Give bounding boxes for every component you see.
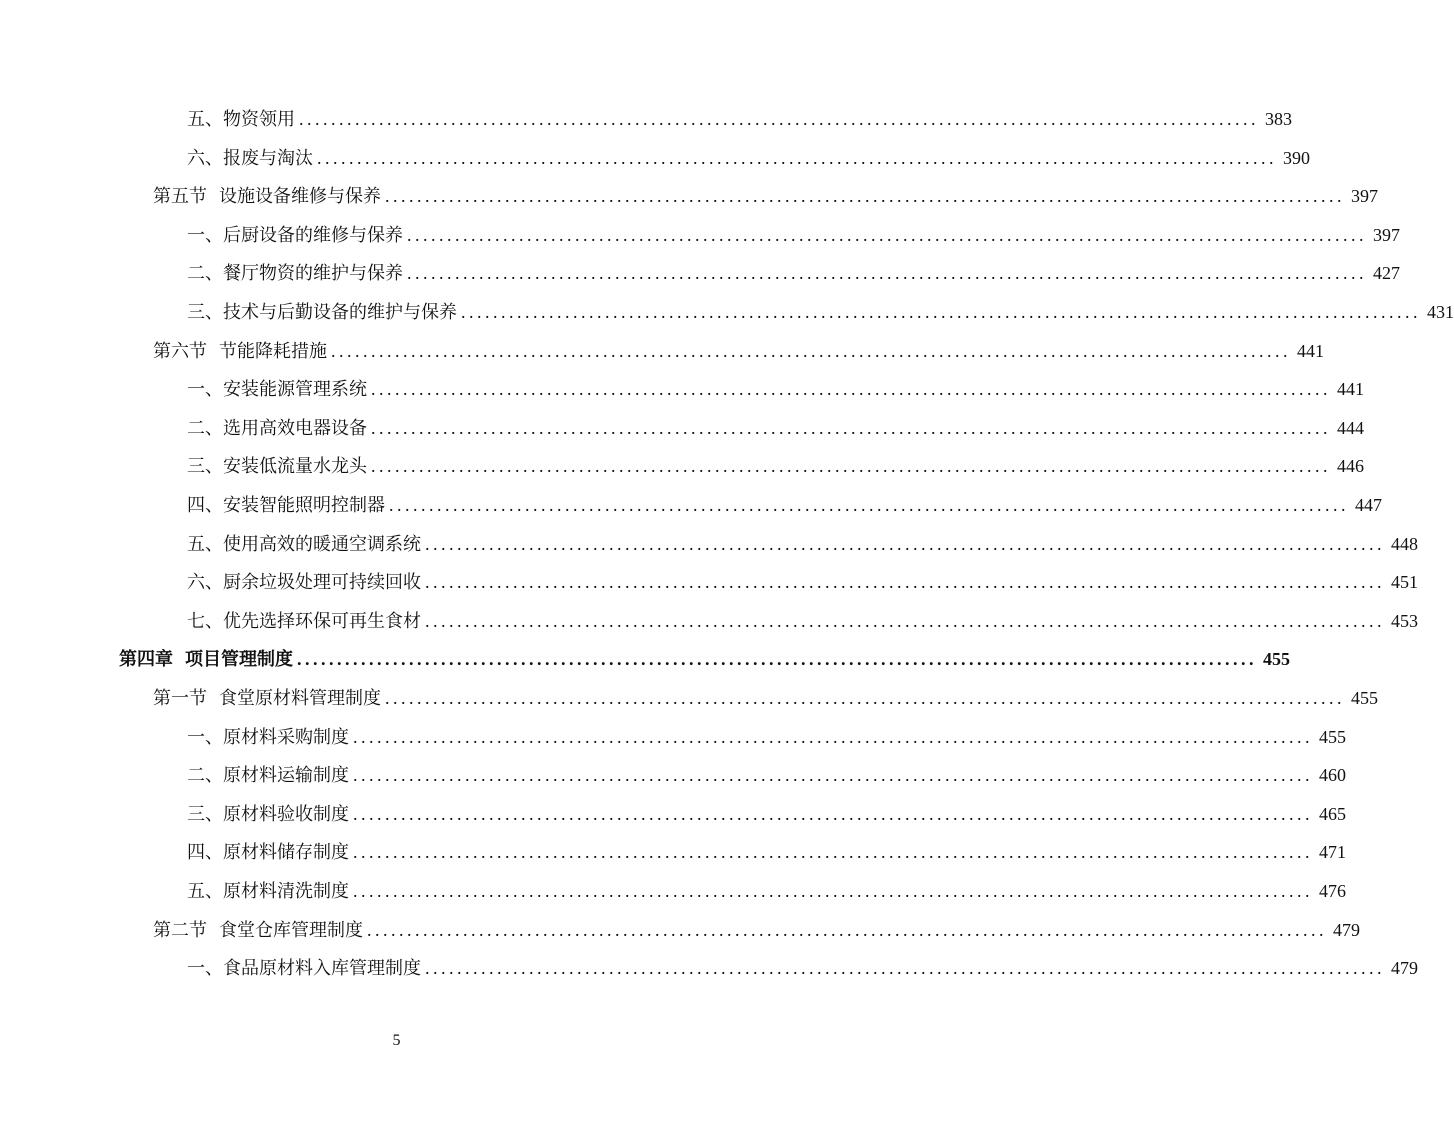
toc-entry-title: 原材料储存制度 — [223, 842, 349, 864]
toc-entry-page: 431 — [1427, 302, 1454, 322]
toc-entry-number: 二、 — [187, 263, 223, 285]
toc-entry-number: 五、 — [187, 109, 223, 130]
toc-leader-dots: ........................................................................................................................ — [425, 572, 1385, 593]
toc-entry[interactable] — [187, 221, 1400, 249]
toc-entry-title: 餐厅物资的维护与保养 — [223, 263, 403, 285]
toc-entry-page: 451 — [1391, 572, 1418, 593]
toc-entry[interactable] — [153, 916, 1360, 944]
toc-entry[interactable] — [187, 568, 1418, 596]
toc-entry-number: 七、 — [187, 610, 223, 632]
toc-leader-dots: ........................................................................................................................ — [371, 456, 1331, 477]
toc-entry-title: 报废与淘汰 — [223, 147, 313, 169]
toc-entry-title: 厨余垃圾处理可持续回收 — [223, 572, 421, 594]
toc-leader-dots: ........................................................................................................................ — [353, 726, 1313, 747]
toc-entry-number: 一、 — [187, 958, 223, 980]
toc-entry-title: 原材料清洗制度 — [223, 881, 349, 902]
toc-entry-number: 一、 — [187, 726, 223, 748]
toc-leader-dots: ........................................................................................................................ — [407, 224, 1367, 245]
toc-entry[interactable] — [187, 375, 1364, 403]
toc-leader-dots: ........................................................................................................................ — [299, 109, 1259, 129]
toc-entry-page: 444 — [1337, 417, 1364, 438]
toc-entry-title: 安装智能照明控制器 — [223, 495, 385, 516]
toc-leader-dots: ........................................................................................................................ — [297, 649, 1257, 670]
toc-entry-title: 使用高效的暖通空调系统 — [223, 533, 421, 555]
toc-entry-page: 427 — [1373, 263, 1400, 284]
toc-entry-title: 项目管理制度 — [185, 649, 293, 671]
toc-entry-title: 原材料运输制度 — [223, 765, 349, 787]
toc-entry-page: 479 — [1391, 958, 1418, 979]
toc-leader-dots: ........................................................................................................................ — [367, 919, 1327, 940]
toc-entry-number: 三、 — [187, 803, 223, 825]
toc-entry-page: 476 — [1319, 881, 1346, 901]
toc-entry[interactable] — [187, 800, 1346, 828]
toc-leader-dots: ........................................................................................................................ — [371, 417, 1331, 438]
toc-leader-dots: ........................................................................................................................ — [425, 533, 1385, 554]
toc-entry-page: 465 — [1319, 803, 1346, 824]
toc-entry-title: 原材料采购制度 — [223, 726, 349, 748]
toc-entry-number: 一、 — [187, 379, 223, 401]
toc-entry[interactable] — [187, 491, 1382, 519]
toc-entry[interactable] — [187, 105, 1292, 133]
toc-entry[interactable] — [153, 182, 1378, 210]
toc-entry-title: 后厨设备的维修与保养 — [223, 224, 403, 246]
toc-entry-page: 471 — [1319, 842, 1346, 863]
toc-entry[interactable] — [187, 954, 1418, 982]
toc-entry[interactable] — [187, 144, 1310, 172]
toc-entry-title: 原材料验收制度 — [223, 803, 349, 825]
toc-entry-title: 选用高效电器设备 — [223, 417, 367, 439]
toc-leader-dots: ........................................................................................................................ — [353, 881, 1313, 901]
toc-entry-page: 383 — [1265, 109, 1292, 129]
toc-entry-page: 460 — [1319, 765, 1346, 786]
toc-entry-page: 446 — [1337, 456, 1364, 477]
toc-leader-dots: ........................................................................................................................ — [385, 186, 1345, 207]
toc-entry[interactable] — [187, 877, 1346, 905]
toc-entry-number: 四、 — [187, 842, 223, 864]
toc-leader-dots: ........................................................................................................................ — [389, 495, 1349, 515]
toc-leader-dots: ........................................................................................................................ — [353, 765, 1313, 786]
toc-entry[interactable] — [187, 607, 1418, 635]
toc-entry-page: 455 — [1351, 688, 1378, 708]
toc-entry-title: 设施设备维修与保养 — [219, 186, 381, 208]
toc-entry[interactable] — [187, 259, 1400, 287]
toc-leader-dots: ........................................................................................................................ — [407, 263, 1367, 284]
toc-entry-page: 479 — [1333, 919, 1360, 940]
toc-entry[interactable] — [187, 414, 1364, 442]
toc-entry[interactable] — [187, 723, 1346, 751]
toc-entry-page: 447 — [1355, 495, 1382, 515]
toc-entry-title: 食堂仓库管理制度 — [219, 919, 363, 941]
toc-entry-page: 455 — [1263, 649, 1290, 670]
toc-entry[interactable] — [119, 645, 1290, 673]
toc-entry-number: 五、 — [187, 533, 223, 555]
toc-leader-dots: ........................................................................................................................ — [425, 958, 1385, 979]
toc-entry[interactable] — [187, 298, 1454, 326]
toc-entry-number: 一、 — [187, 224, 223, 246]
toc-entry[interactable] — [187, 530, 1418, 558]
toc-entry-number: 四、 — [187, 495, 223, 516]
toc-entry-page: 441 — [1297, 340, 1324, 361]
toc-entry-number: 三、 — [187, 456, 223, 478]
toc-entry-title: 食堂原材料管理制度 — [219, 688, 381, 709]
toc-leader-dots: ........................................................................................................................ — [353, 842, 1313, 863]
toc-entry-page: 441 — [1337, 379, 1364, 400]
toc-leader-dots: ........................................................................................................................ — [371, 379, 1331, 400]
toc-entry-title: 优先选择环保可再生食材 — [223, 610, 421, 632]
toc-entry-page: 448 — [1391, 533, 1418, 554]
toc-entry-page: 455 — [1319, 726, 1346, 747]
toc-entry-title: 节能降耗措施 — [219, 340, 327, 362]
toc-entry-number: 第六节 — [153, 340, 207, 362]
toc-leader-dots: ........................................................................................................................ — [461, 302, 1421, 322]
toc-entry-number: 六、 — [187, 147, 223, 169]
toc-entry-number: 三、 — [187, 302, 223, 323]
toc-entry-title: 安装低流量水龙头 — [223, 456, 367, 478]
toc-entry[interactable] — [187, 838, 1346, 866]
toc-entry-number: 五、 — [187, 881, 223, 902]
toc-entry-number: 第二节 — [153, 919, 207, 941]
toc-entry[interactable] — [153, 684, 1378, 712]
toc-entry-title: 物资领用 — [223, 109, 295, 130]
toc-leader-dots: ........................................................................................................................ — [385, 688, 1345, 708]
toc-entry[interactable] — [187, 452, 1364, 480]
toc-leader-dots: ........................................................................................................................ — [331, 340, 1291, 361]
toc-entry-page: 397 — [1351, 186, 1378, 207]
toc-leader-dots: ........................................................................................................................ — [353, 803, 1313, 824]
toc-entry-number: 第四章 — [119, 649, 173, 671]
toc-entry-number: 二、 — [187, 417, 223, 439]
toc-entry-title: 安装能源管理系统 — [223, 379, 367, 401]
toc-leader-dots: ........................................................................................................................ — [425, 610, 1385, 631]
toc-leader-dots: ........................................................................................................................ — [317, 147, 1277, 168]
toc-entry-title: 食品原材料入库管理制度 — [223, 958, 421, 980]
toc-entry-page: 453 — [1391, 610, 1418, 631]
toc-entry-number: 第一节 — [153, 688, 207, 709]
toc-entry-title: 技术与后勤设备的维护与保养 — [223, 302, 457, 323]
toc-entry[interactable] — [153, 337, 1324, 365]
toc-entry-page: 397 — [1373, 224, 1400, 245]
toc-entry[interactable] — [187, 761, 1346, 789]
toc-entry-number: 六、 — [187, 572, 223, 594]
toc-entry-number: 第五节 — [153, 186, 207, 208]
page-number: 5 — [392, 1032, 401, 1049]
toc-entry-number: 二、 — [187, 765, 223, 787]
toc-entry-page: 390 — [1283, 147, 1310, 168]
